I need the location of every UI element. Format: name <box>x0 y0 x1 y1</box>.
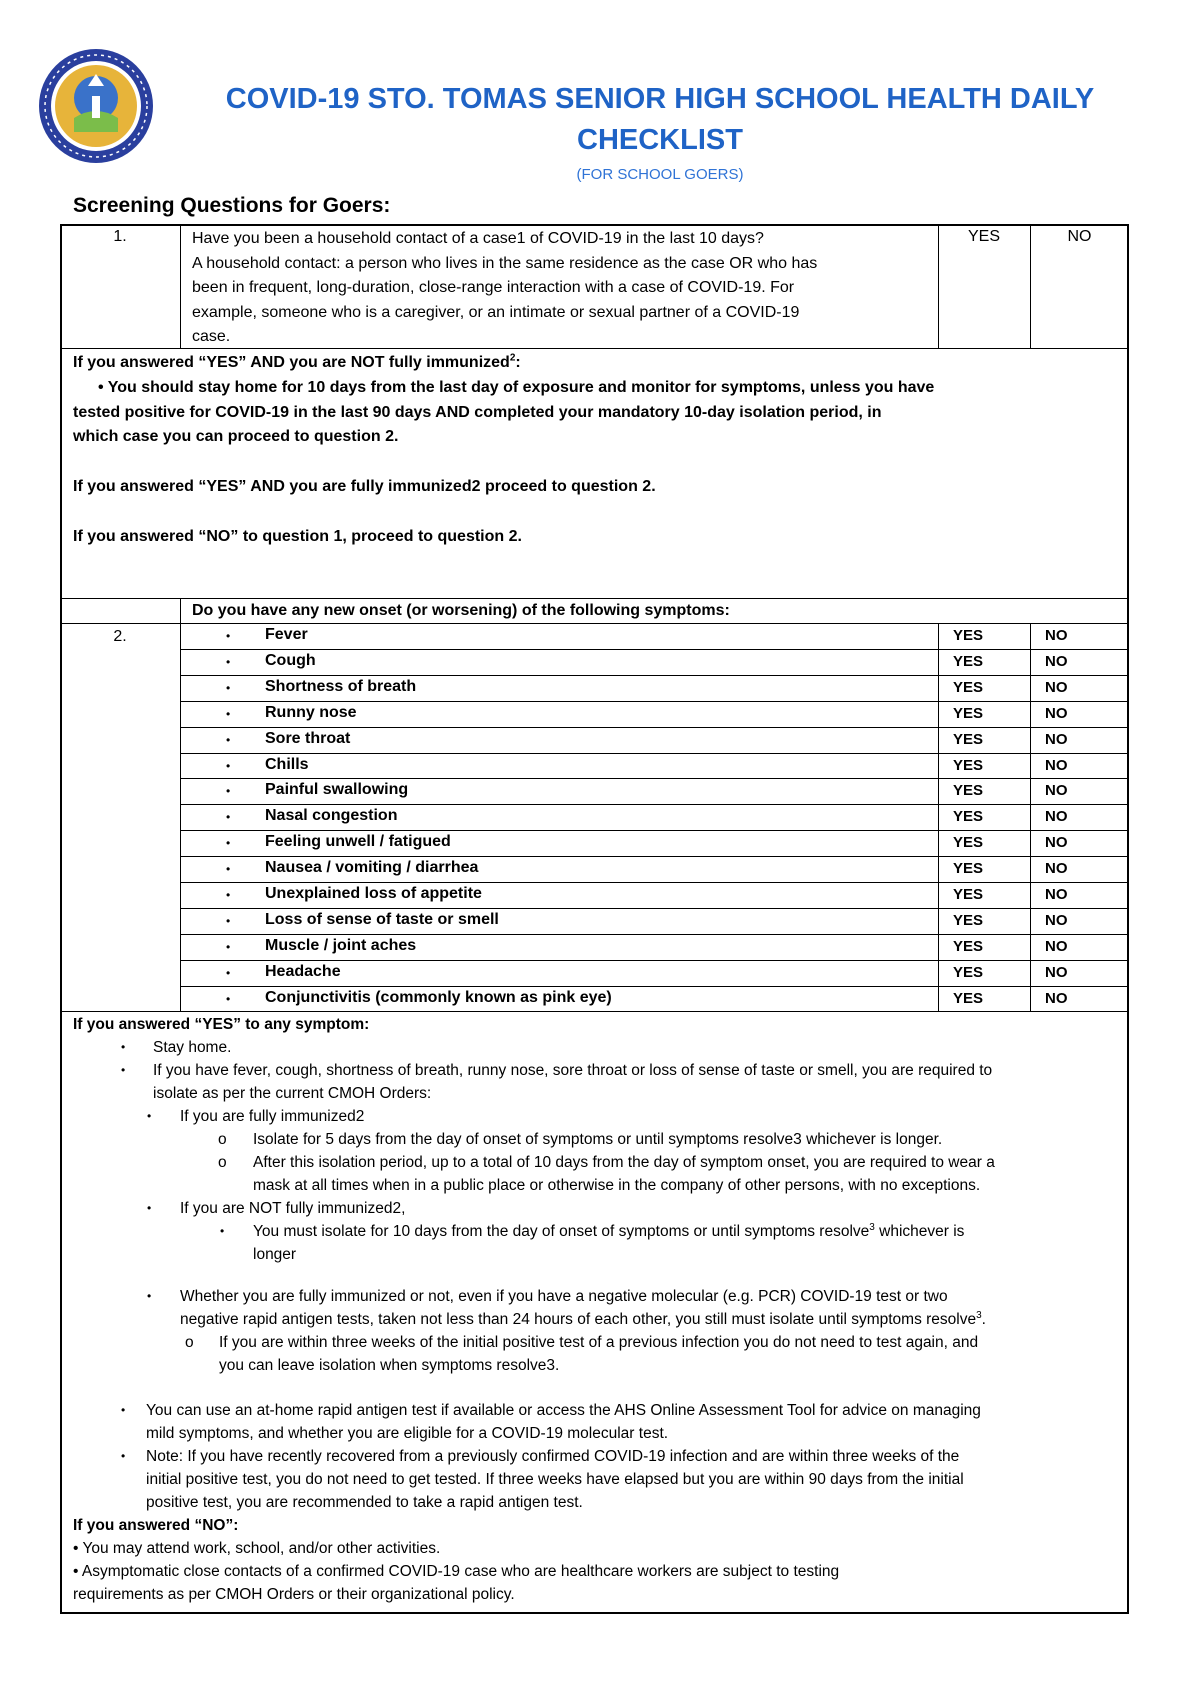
symptom-label: Nausea / vomiting / diarrhea <box>265 859 479 877</box>
bullet-icon: • <box>226 732 231 747</box>
circle-bullet-icon: o <box>218 1131 227 1148</box>
question-2-number: 2. <box>113 628 127 645</box>
q1-guidance-bullet-line: which case you can proceed to question 2. <box>73 428 399 445</box>
no-guidance-line: requirements as per CMOH Orders or their organizational policy. <box>73 1586 515 1603</box>
question-1-no-option[interactable]: NO <box>1067 228 1092 245</box>
immunized-item-text: Isolate for 5 days from the day of onset of symptoms or until symptoms resolve3 whichever is longer. <box>253 1131 943 1148</box>
symptom-yes-option[interactable]: YES <box>953 678 984 696</box>
within-three-weeks-text <box>219 1331 978 1377</box>
symptom-yes-option[interactable]: YES <box>953 911 984 929</box>
bullet-icon: • <box>226 629 231 643</box>
whether-line: negative rapid antigen tests, taken not less than 24 hours of each other, you still must isolate until symptoms resolve$^3$. <box>180 1309 986 1328</box>
symptom-no-option[interactable]: NO <box>1045 704 1068 722</box>
symptom-no-option[interactable]: NO <box>1045 652 1068 670</box>
note-line: initial positive test, you do not need to get tested. If three weeks have elapsed but you are within 90 days from the initial <box>146 1471 964 1488</box>
symptom-yes-option[interactable]: YES <box>953 627 984 644</box>
circle-bullet-icon: o <box>218 1154 227 1171</box>
question-1-line: A household contact: a person who lives in the same residence as the case OR who has <box>192 254 818 272</box>
symptom-yes-option[interactable]: YES <box>953 652 984 670</box>
yes-guidance-heading: If you answered “YES” to any symptom: <box>73 1016 370 1033</box>
within-line: you can leave isolation when symptoms resolve3. <box>219 1357 560 1374</box>
table-divider <box>180 882 1129 883</box>
symptom-label: Sore throat <box>265 729 351 747</box>
symptom-no-option[interactable]: NO <box>1045 627 1068 644</box>
table-divider <box>180 960 1129 961</box>
note-text <box>146 1445 964 1514</box>
bullet-icon: • <box>226 784 231 799</box>
bullet-icon: • <box>121 1449 126 1463</box>
symptom-label: Muscle / joint aches <box>265 936 417 954</box>
question-1-yes-option[interactable]: YES <box>967 228 1000 245</box>
bullet-icon: • <box>121 1063 126 1077</box>
page-title-line-2: CHECKLIST <box>577 124 743 156</box>
symptom-label: Unexplained loss of appetite <box>265 885 482 902</box>
bullet-icon: • <box>147 1201 152 1215</box>
rapid-line: mild symptoms, and whether you are eligible for a COVID-19 molecular test. <box>146 1425 669 1442</box>
question-1-number: 1. <box>113 228 127 245</box>
symptom-no-option[interactable]: NO <box>1045 886 1068 903</box>
bullet-icon: • <box>147 1109 152 1123</box>
symptom-yes-option[interactable]: YES <box>953 886 984 903</box>
table-divider <box>180 675 1129 676</box>
symptom-yes-option[interactable]: YES <box>953 834 984 852</box>
question-2-prompt: Do you have any new onset (or worsening) of the following symptoms: <box>192 602 730 619</box>
note-line: positive test, you are recommended to take a rapid antigen test. <box>146 1494 583 1511</box>
not-immunized-item-text <box>253 1220 964 1266</box>
table-divider <box>180 753 1129 754</box>
bullet-icon: • <box>226 680 231 695</box>
symptom-label: Runny nose <box>265 703 357 721</box>
q1-guidance-immunized: If you answered “YES” AND you are fully immunized2 proceed to question 2. <box>73 478 656 495</box>
symptom-label: Nasal congestion <box>265 807 398 825</box>
immunized-item-line: mask at all times when in a public place or otherwise in the company of other persons, with no exceptions. <box>253 1177 981 1194</box>
table-divider <box>938 623 939 1011</box>
symptom-label: Conjunctivitis (commonly known as pink eye) <box>265 988 612 1006</box>
table-divider <box>180 224 181 348</box>
symptom-yes-option[interactable]: YES <box>953 963 984 981</box>
symptom-no-option[interactable]: NO <box>1045 937 1068 955</box>
bullet-icon: • <box>226 654 231 669</box>
symptom-no-option[interactable]: NO <box>1045 756 1068 774</box>
symptom-no-option[interactable]: NO <box>1045 963 1068 981</box>
immunized-text: If you are fully immunized2 <box>180 1108 365 1125</box>
bullet-icon: • <box>121 1403 126 1417</box>
bullet-icon: • <box>226 810 231 825</box>
rapid-test-text <box>146 1399 981 1445</box>
no-guidance-heading: If you answered “NO”: <box>73 1517 239 1534</box>
table-divider <box>180 727 1129 728</box>
q1-guidance-bullet-line: • You should stay home for 10 days from the last day of exposure and monitor for symptoms, unless you have <box>98 379 935 396</box>
no-guidance-line: • You may attend work, school, and/or other activities. <box>73 1540 441 1557</box>
rapid-line: You can use an at-home rapid antigen test if available or access the AHS Online Assessment Tool for advice on managing <box>146 1402 981 1419</box>
table-divider <box>60 1011 1129 1012</box>
symptom-no-option[interactable]: NO <box>1045 834 1068 852</box>
isolate-text <box>153 1059 992 1105</box>
not-immunized-item-line: longer <box>253 1246 297 1263</box>
question-1-line: Have you been a household contact of a case1 of COVID-19 in the last 10 days? <box>192 230 764 247</box>
table-divider <box>1030 623 1031 1011</box>
symptom-yes-option[interactable]: YES <box>953 782 984 800</box>
symptom-label: Loss of sense of taste or smell <box>265 910 499 928</box>
q1-guidance-bullet-line: tested positive for COVID-19 in the last 90 days AND completed your mandatory 10-day isolation period, in <box>73 404 882 421</box>
circle-bullet-icon: o <box>185 1334 194 1351</box>
question-1-line: case. <box>192 328 231 345</box>
bullet-icon: • <box>226 862 231 877</box>
symptom-yes-option[interactable]: YES <box>953 808 984 826</box>
table-divider <box>60 598 1129 599</box>
q1-guidance-no: If you answered “NO” to question 1, proceed to question 2. <box>73 528 522 545</box>
table-divider <box>180 934 1129 935</box>
isolate-line: If you have fever, cough, shortness of breath, runny nose, sore throat or loss of sense of taste or smell, you are required to <box>153 1062 993 1079</box>
not-immunized-item-line: You must isolate for 10 days from the day of onset of symptoms or until symptoms resolve$^3$ whichever is <box>253 1221 965 1240</box>
symptom-yes-option[interactable]: YES <box>953 730 984 748</box>
question-1-text <box>192 227 817 350</box>
symptom-label: Shortness of breath <box>265 677 417 695</box>
q1-guidance-heading: If you answered “YES” AND you are NOT fully immunized$^2$: <box>73 352 521 371</box>
no-guidance-line: • Asymptomatic close contacts of a confirmed COVID-19 case who are healthcare workers are subject to testing <box>73 1563 840 1580</box>
whether-immunized-text <box>180 1285 986 1331</box>
isolate-line: isolate as per the current CMOH Orders: <box>153 1085 432 1102</box>
bullet-icon: • <box>226 706 231 721</box>
symptom-label: Fever <box>265 626 308 643</box>
no-guidance-text <box>73 1537 839 1606</box>
note-line: Note: If you have recently recovered from a previously confirmed COVID-19 infection and are within three weeks of the <box>146 1448 960 1465</box>
bullet-icon: • <box>226 758 231 773</box>
symptom-no-option[interactable]: NO <box>1045 782 1068 800</box>
bullet-icon: • <box>226 836 231 851</box>
page-subtitle: (FOR SCHOOL GOERS) <box>576 166 744 183</box>
stay-home-text: Stay home. <box>153 1039 232 1056</box>
symptom-yes-option[interactable]: YES <box>953 937 984 955</box>
symptom-no-option[interactable]: NO <box>1045 678 1068 696</box>
symptom-no-option[interactable]: NO <box>1045 730 1068 748</box>
symptom-no-option[interactable]: NO <box>1045 860 1068 878</box>
symptom-yes-option[interactable]: YES <box>953 704 984 722</box>
symptom-label: Painful swallowing <box>265 781 409 799</box>
whether-line: Whether you are fully immunized or not, even if you have a negative molecular (e.g. PCR) COVID-19 test or two <box>180 1288 948 1305</box>
table-divider <box>180 986 1129 987</box>
table-divider <box>180 856 1129 857</box>
question-1-line: example, someone who is a caregiver, or an intimate or sexual partner of a COVID-19 <box>192 303 800 321</box>
table-divider <box>180 804 1129 805</box>
bullet-icon: • <box>220 1224 225 1238</box>
not-immunized-text: If you are NOT fully immunized2, <box>180 1200 406 1217</box>
table-divider <box>180 701 1129 702</box>
symptom-label: Feeling unwell / fatigued <box>265 833 451 851</box>
symptom-label: Chills <box>265 755 309 773</box>
table-divider <box>180 778 1129 779</box>
bullet-icon: • <box>147 1289 152 1303</box>
section-heading: Screening Questions for Goers: <box>73 194 391 217</box>
symptom-label: Headache <box>265 962 341 980</box>
symptom-no-option[interactable]: NO <box>1045 808 1068 826</box>
table-divider <box>60 623 1129 624</box>
symptom-yes-option[interactable]: YES <box>953 860 984 878</box>
bullet-icon: • <box>226 965 231 980</box>
within-line: If you are within three weeks of the initial positive test of a previous infection you do not need to test again, and <box>219 1334 979 1351</box>
page-title-line-1: COVID-19 STO. TOMAS SENIOR HIGH SCHOOL HEALTH DAILY <box>225 83 1095 115</box>
symptom-no-option[interactable]: NO <box>1045 989 1068 1007</box>
symptom-yes-option[interactable]: YES <box>953 756 984 774</box>
bullet-icon: • <box>226 913 231 928</box>
bullet-icon: • <box>226 991 231 1006</box>
bullet-icon: • <box>121 1040 126 1054</box>
symptom-yes-option[interactable]: YES <box>953 989 984 1007</box>
school-logo <box>36 46 156 166</box>
symptom-label: Cough <box>265 651 316 669</box>
symptom-no-option[interactable]: NO <box>1045 911 1068 929</box>
bullet-icon: • <box>226 888 231 902</box>
immunized-item-text <box>253 1151 995 1197</box>
table-divider <box>180 649 1129 650</box>
table-divider <box>180 908 1129 909</box>
immunized-item-line: After this isolation period, up to a total of 10 days from the day of symptom onset, you are required to wear a <box>253 1154 995 1171</box>
bullet-icon: • <box>226 939 231 954</box>
table-divider <box>180 830 1129 831</box>
question-1-line: been in frequent, long-duration, close-range interaction with a case of COVID-19. For <box>192 279 795 296</box>
